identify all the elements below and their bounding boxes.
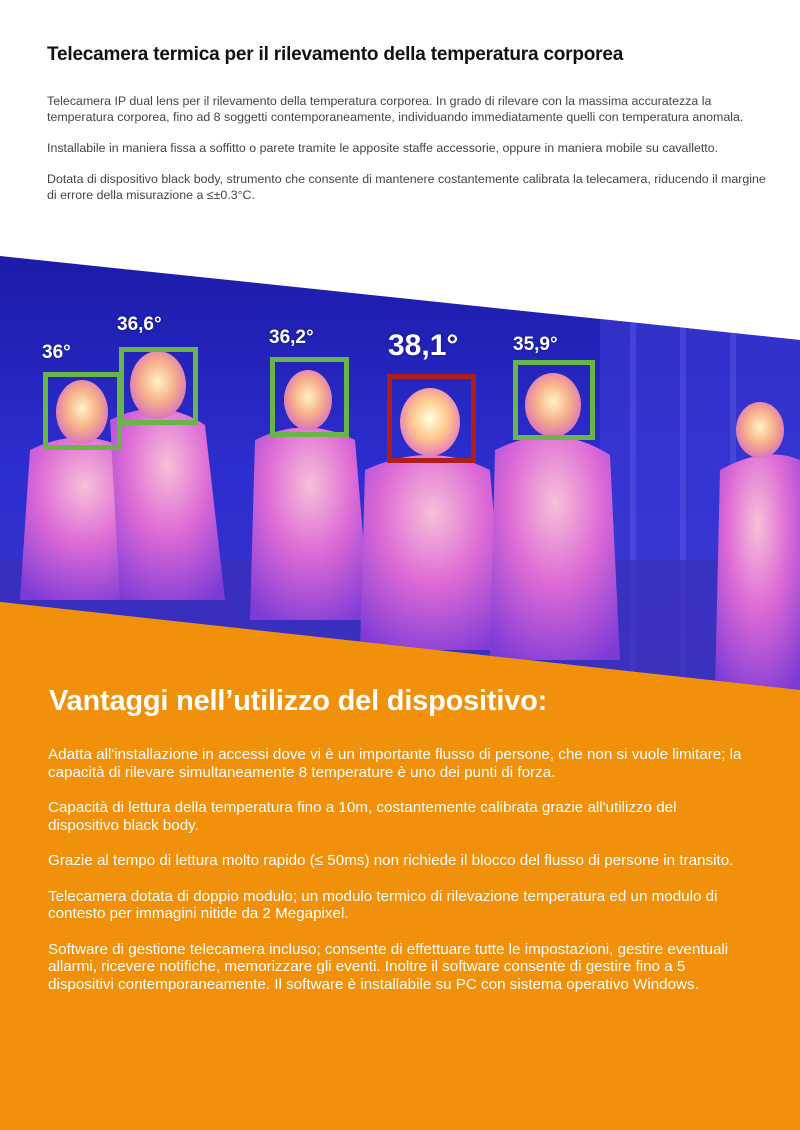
page-title: Telecamera termica per il rilevamento della temperatura corporea bbox=[47, 44, 624, 65]
detection-box bbox=[270, 357, 349, 437]
detection-box bbox=[513, 360, 595, 440]
temperature-label: 35,9° bbox=[513, 334, 558, 355]
benefit-paragraph: Grazie al tempo di lettura molto rapido (≤ 50ms) non richiede il blocco del flusso di persone in transito. bbox=[48, 852, 734, 869]
benefit-paragraph: Adatta all'installazione in accessi dove vi è un importante flusso di persone, che non si vuole limitare; la capacità di rilevare simultaneamente 8 temperature è uno dei punti di forza. bbox=[48, 746, 742, 781]
benefit-paragraph: Telecamera dotata di doppio modulo; un modulo termico di rilevazione temperatura ed un modulo di contesto per immagini nitide da 2 Megapixel. bbox=[48, 887, 718, 922]
temperature-label: 36° bbox=[42, 342, 71, 363]
temperature-label: 36,2° bbox=[269, 327, 314, 348]
detection-box bbox=[119, 347, 198, 425]
benefits-title: Vantaggi nell’utilizzo del dispositivo: bbox=[49, 685, 548, 717]
benefits-list bbox=[48, 746, 748, 1011]
detection-box-alert bbox=[387, 374, 476, 463]
benefit-paragraph: Software di gestione telecamera incluso; consente di effettuare tutte le impostazioni, gestire eventuali allarmi, ricevere notifiche, memorizzare gli eventi. Inoltre il software consente di gestire fino a 5 dispositivi contemporaneamente. Il software è installabile su PC con sistema operativo Windows. bbox=[48, 940, 729, 993]
detection-box bbox=[43, 372, 122, 450]
benefit-paragraph: Capacità di lettura della temperatura fino a 10m, costantemente calibrata grazie all'utilizzo del dispositivo black body. bbox=[48, 799, 677, 834]
intro-paragraph: Dotata di dispositivo black body, strumento che consente di mantenere costantemente calibrata la telecamera, riducendo il margine di errore della misurazione a ≤±0.3°C. bbox=[47, 172, 766, 202]
intro-paragraph: Telecamera IP dual lens per il rilevamento della temperatura corporea. In grado di rilevare con la massima accuratezza la temperatura corporea, fino ad 8 soggetti contemporaneamente, individuando immediatamente quelli con temperatura anomala. bbox=[47, 94, 744, 124]
temperature-label: 36,6° bbox=[117, 314, 162, 335]
temperature-label-alert: 38,1° bbox=[388, 329, 459, 362]
intro-paragraph: Installabile in maniera fissa a soffitto o parete tramite le apposite staffe accessorie, oppure in maniera mobile su cavalletto. bbox=[47, 141, 719, 155]
